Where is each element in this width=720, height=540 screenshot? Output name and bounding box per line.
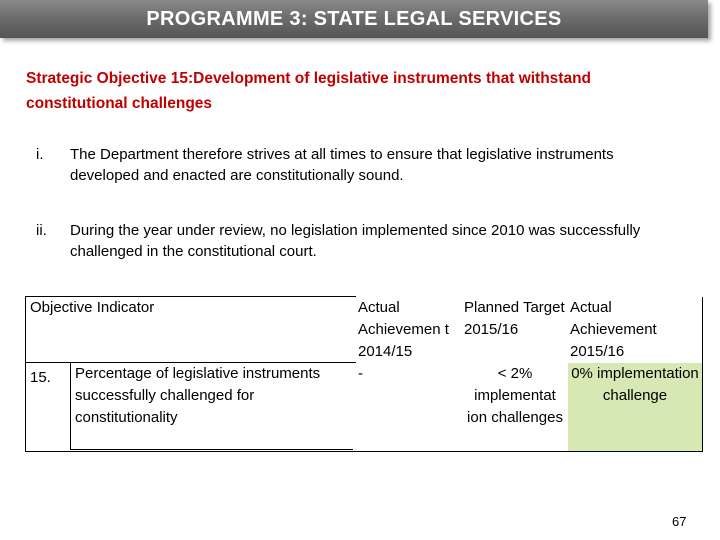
- indicator-table: [25, 296, 703, 452]
- list-item-number: i.: [36, 146, 44, 163]
- row-actual-2015: 0% implementation challenge: [568, 363, 703, 452]
- header-planned-target: Planned Target 2015/16: [464, 298, 565, 338]
- list-item-text: During the year under review, no legislation implemented since 2010 was successfully challenged in the constitutional court.: [70, 222, 641, 260]
- page-number: 67: [672, 514, 687, 529]
- title-bar: [0, 0, 708, 38]
- row-actual-2014-value: -: [358, 364, 363, 382]
- list-item-number: ii.: [36, 222, 47, 239]
- row-actual-2014: [356, 363, 462, 452]
- row-planned-target: < 2% implementat ion challenges: [462, 363, 568, 452]
- row-indicator-cell: [26, 363, 357, 452]
- table-row: [26, 363, 703, 452]
- header-objective-indicator: Objective Indicator: [26, 297, 357, 363]
- header-actual-2014: Actual Achievemen t 2014/15: [358, 298, 449, 360]
- slide-title: PROGRAMME 3: STATE LEGAL SERVICES: [146, 7, 562, 30]
- header-actual-2015: Actual Achievement 2015/16: [568, 297, 703, 363]
- row-indicator: Percentage of legislative instruments successfully challenged for constitutionality: [70, 363, 353, 450]
- table-header-row: [26, 297, 703, 363]
- strategic-objective: Strategic Objective 15:Development of legislative instruments that withstand constitutional challenges: [26, 70, 592, 112]
- list-item-text: The Department therefore strives at all times to ensure that legislative instruments developed and enacted are constitutionally sound.: [70, 146, 614, 184]
- row-number: 15.: [30, 369, 51, 386]
